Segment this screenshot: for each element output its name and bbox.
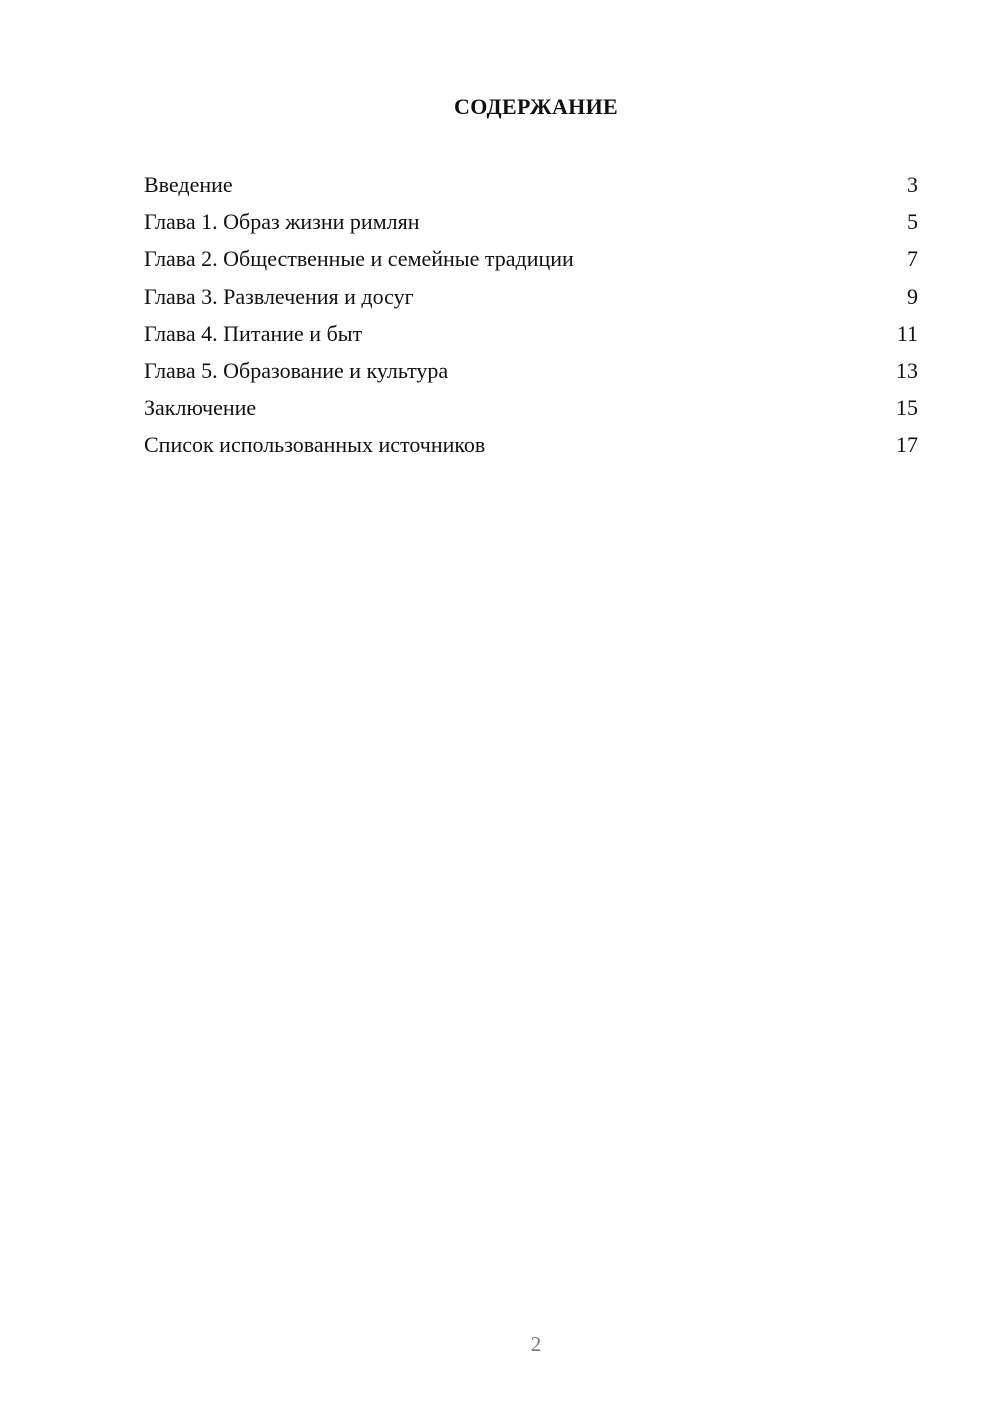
toc-entry xyxy=(144,281,918,318)
toc-entry-label: Глава 1. Образ жизни римлян xyxy=(144,209,420,235)
page-title: СОДЕРЖАНИЕ xyxy=(454,94,618,119)
toc-entry-page: 5 xyxy=(907,209,918,235)
table-of-contents xyxy=(144,169,918,467)
toc-entry-label: Заключение xyxy=(144,395,257,421)
toc-entry-label: Глава 5. Образование и культура xyxy=(144,357,449,383)
toc-entry-page: 9 xyxy=(907,283,918,309)
toc-entry-page: 11 xyxy=(896,320,918,346)
toc-entry xyxy=(144,392,918,429)
toc-entry-label: Глава 2. Общественные и семейные традиции xyxy=(144,246,574,272)
toc-entry xyxy=(144,355,918,392)
toc-entry-page: 3 xyxy=(907,172,918,197)
toc-entry-label: Введение xyxy=(144,172,233,197)
toc-entry-label: Глава 4. Питание и быт xyxy=(144,320,363,346)
toc-entry xyxy=(144,206,918,243)
toc-entry-page: 17 xyxy=(896,432,918,458)
toc-entry-label: Глава 3. Развлечения и досуг xyxy=(144,283,414,309)
toc-entry-page: 13 xyxy=(896,357,918,383)
toc-entry-page: 15 xyxy=(896,395,918,421)
toc-entry xyxy=(144,169,918,206)
toc-entry xyxy=(144,243,918,280)
toc-entry xyxy=(144,429,918,466)
toc-entry-label: Список использованных источников xyxy=(144,432,486,458)
toc-entry-page: 7 xyxy=(907,246,918,272)
toc-entry xyxy=(144,318,918,355)
page-number: 2 xyxy=(530,1332,542,1356)
